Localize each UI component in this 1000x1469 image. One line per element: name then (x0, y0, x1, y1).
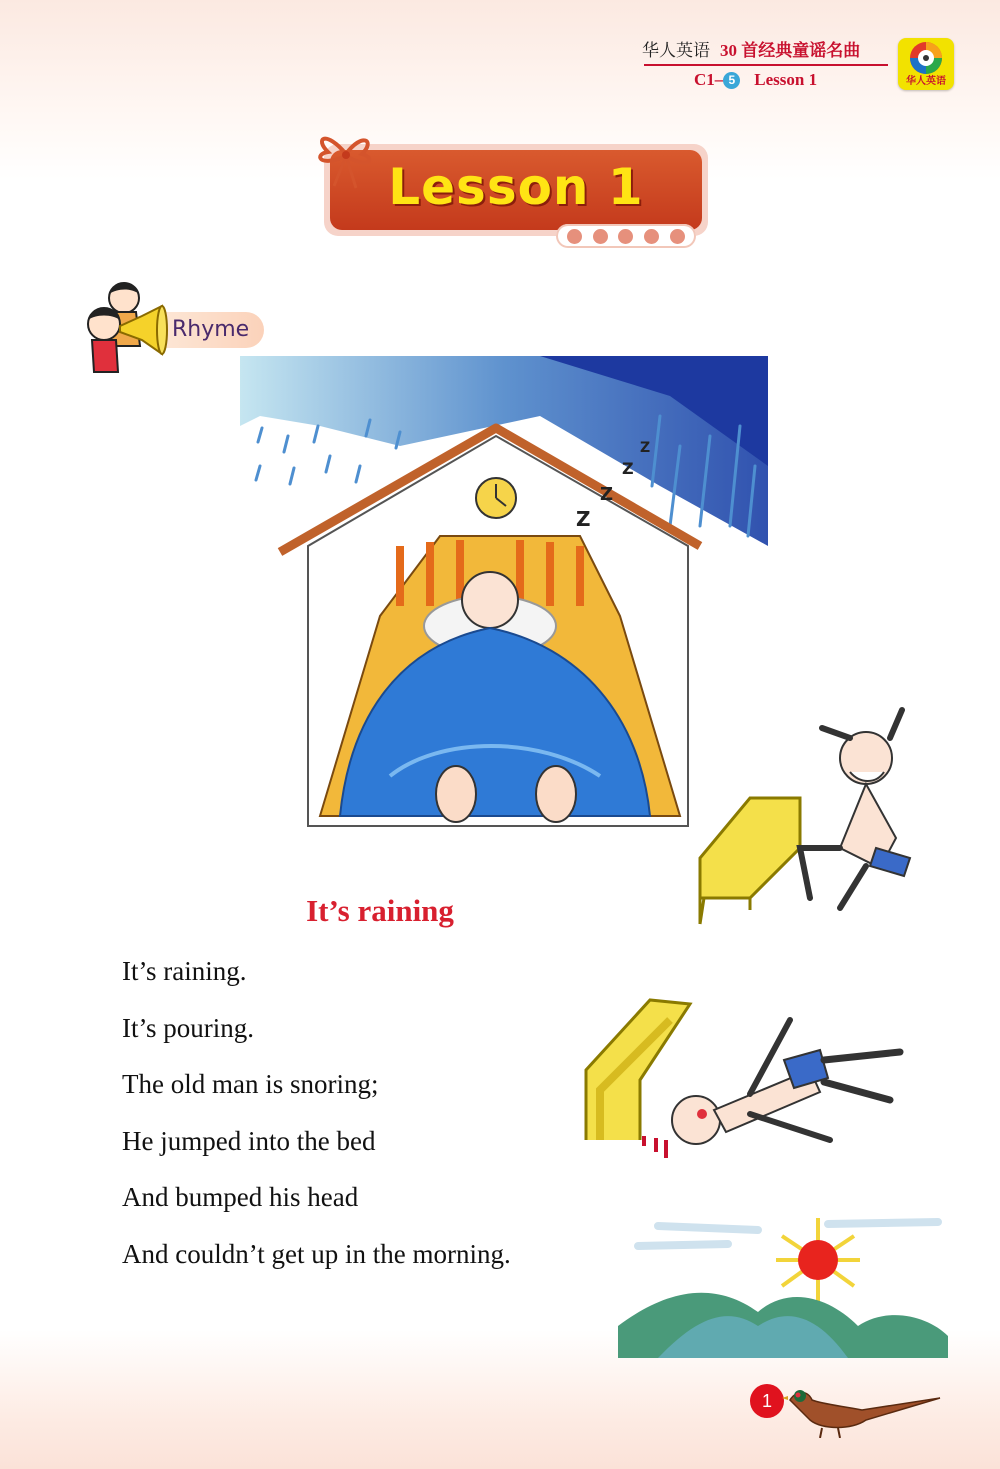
dot (618, 229, 633, 244)
banner-dots (556, 224, 696, 248)
kids-trumpet-icon (80, 276, 170, 376)
poem-body (122, 950, 511, 1290)
dot (670, 229, 685, 244)
poem-line: The old man is snoring; (122, 1069, 379, 1100)
man-on-floor-illustration (580, 990, 914, 1176)
svg-text:Z: Z (576, 507, 591, 531)
disc-code: C1– (694, 70, 724, 89)
svg-text:Z: Z (640, 440, 651, 456)
lesson-title: Lesson 1 (388, 158, 644, 216)
svg-text:Z: Z (622, 459, 634, 478)
pheasant-icon (782, 1380, 942, 1438)
disc-number-badge: 5 (723, 72, 740, 89)
rhyme-label: Rhyme (172, 317, 250, 342)
poem-title: It’s raining (306, 893, 454, 928)
poem-line: It’s raining. (122, 956, 247, 986)
brand-name: 华人英语 (642, 41, 710, 61)
logo-text: 华人英语 (906, 76, 946, 87)
header-lesson-line (694, 70, 817, 90)
old-man-face (462, 572, 518, 628)
header-lesson: Lesson 1 (754, 70, 818, 89)
header-rule (644, 64, 888, 66)
poem-line: It’s pouring. (122, 1012, 254, 1043)
sunrise-illustration (618, 1216, 948, 1358)
sun-icon (798, 1240, 838, 1280)
poem-line: And bumped his head (122, 1182, 359, 1213)
poem-line: And couldn’t get up in the morning. (122, 1238, 511, 1269)
lesson-banner (318, 140, 714, 240)
poem-line: He jumped into the bed (122, 1125, 376, 1156)
blood-marks (642, 1136, 668, 1158)
header-series-line (642, 36, 860, 61)
dot (567, 229, 582, 244)
brand-logo (898, 38, 954, 90)
dot (644, 229, 659, 244)
old-man-head (672, 1096, 720, 1144)
house-rain-illustration (240, 356, 768, 832)
svg-text:Z: Z (600, 484, 614, 505)
series-title: 30 首经典童谣名曲 (720, 41, 861, 60)
page-number: 1 (750, 1384, 784, 1418)
dot (593, 229, 608, 244)
